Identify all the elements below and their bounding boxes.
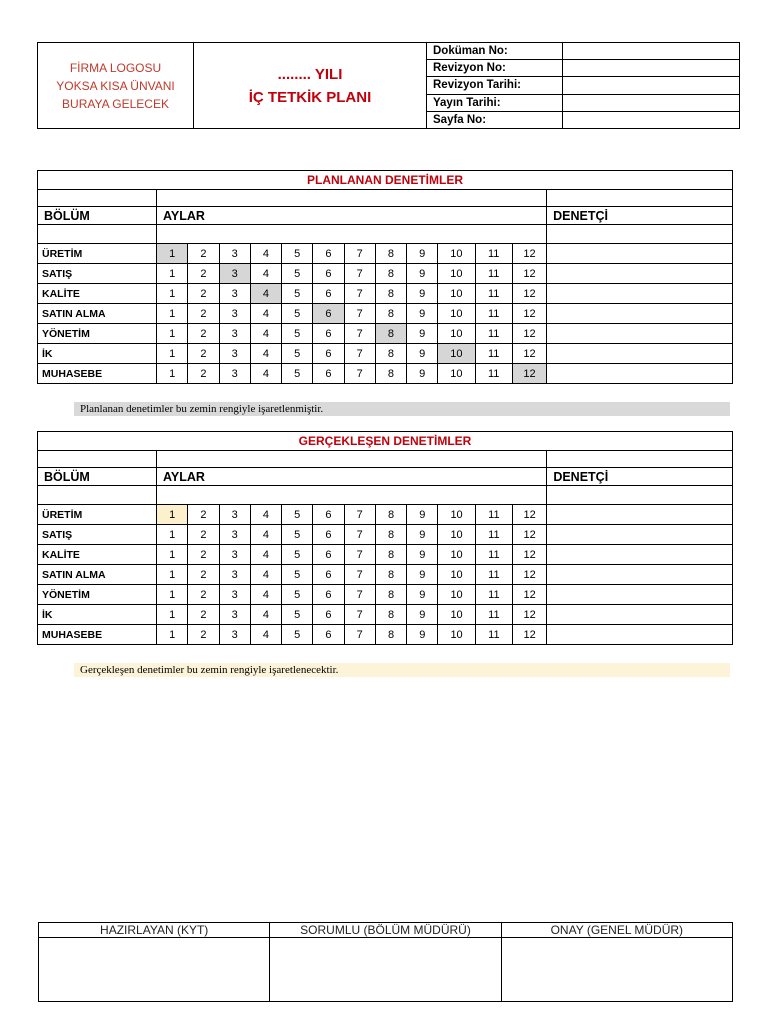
document-header xyxy=(37,42,740,129)
month-cell[interactable]: 1 xyxy=(157,324,188,344)
month-cell[interactable]: 2 xyxy=(188,605,219,625)
blank-cell xyxy=(157,190,547,207)
month-cell[interactable]: 4 xyxy=(250,244,281,264)
month-cell[interactable]: 7 xyxy=(344,605,375,625)
month-cell[interactable]: 5 xyxy=(282,605,313,625)
month-cell[interactable]: 11 xyxy=(475,545,512,565)
blank-cell xyxy=(38,451,157,468)
month-cell[interactable]: 4 xyxy=(250,525,281,545)
month-cell[interactable]: 11 xyxy=(475,364,512,384)
auditor-cell[interactable] xyxy=(547,284,733,304)
table-row xyxy=(38,605,733,625)
department-name: KALİTE xyxy=(38,284,157,304)
month-cell[interactable]: 11 xyxy=(475,344,512,364)
month-cell[interactable]: 4 xyxy=(250,284,281,304)
field-label: Sayfa No: xyxy=(427,111,563,128)
month-cell[interactable]: 5 xyxy=(282,505,313,525)
month-cell[interactable]: 10 xyxy=(438,344,475,364)
department-name: KALİTE xyxy=(38,545,157,565)
month-cell[interactable]: 9 xyxy=(407,244,438,264)
month-cell[interactable]: 4 xyxy=(250,565,281,585)
month-cell[interactable]: 5 xyxy=(282,324,313,344)
auditor-cell[interactable] xyxy=(547,244,733,264)
spacer-cell xyxy=(157,225,547,244)
month-cell[interactable]: 3 xyxy=(219,625,250,645)
month-cell[interactable]: 7 xyxy=(344,264,375,284)
month-cell[interactable]: 9 xyxy=(407,344,438,364)
field-value xyxy=(563,94,740,111)
month-cell[interactable]: 4 xyxy=(250,264,281,284)
month-cell[interactable]: 7 xyxy=(344,284,375,304)
month-cell[interactable]: 1 xyxy=(157,505,188,525)
title-year: ........ YILI xyxy=(277,65,343,83)
month-cell[interactable]: 4 xyxy=(250,324,281,344)
month-cell[interactable]: 3 xyxy=(219,364,250,384)
month-cell[interactable]: 1 xyxy=(157,585,188,605)
month-cell[interactable]: 5 xyxy=(282,545,313,565)
signature-header: HAZIRLAYAN (KYT) xyxy=(39,923,270,938)
signature-header: SORUMLU (BÖLÜM MÜDÜRÜ) xyxy=(270,923,501,938)
month-cell[interactable]: 8 xyxy=(375,364,406,384)
month-cell[interactable]: 4 xyxy=(250,505,281,525)
signature-table xyxy=(38,922,733,1002)
logo-placeholder xyxy=(38,43,194,129)
month-cell[interactable]: 10 xyxy=(438,545,475,565)
column-header-auditor: DENETÇİ xyxy=(547,468,733,486)
month-cell[interactable]: 5 xyxy=(282,284,313,304)
blank-cell xyxy=(157,451,547,468)
month-cell[interactable]: 10 xyxy=(438,565,475,585)
signature-header: ONAY (GENEL MÜDÜR) xyxy=(501,923,732,938)
month-cell[interactable]: 1 xyxy=(157,304,188,324)
month-cell[interactable]: 3 xyxy=(219,244,250,264)
month-cell[interactable]: 9 xyxy=(407,585,438,605)
month-cell[interactable]: 6 xyxy=(313,364,344,384)
table-row xyxy=(38,545,733,565)
month-cell[interactable]: 8 xyxy=(375,324,406,344)
month-cell[interactable]: 12 xyxy=(512,304,546,324)
department-name: SATIN ALMA xyxy=(38,304,157,324)
month-cell[interactable]: 12 xyxy=(513,625,547,645)
month-cell[interactable]: 7 xyxy=(344,344,375,364)
table-row xyxy=(38,324,733,344)
month-cell[interactable]: 8 xyxy=(375,304,406,324)
table-row xyxy=(38,565,733,585)
month-cell[interactable]: 3 xyxy=(219,565,250,585)
month-cell[interactable]: 12 xyxy=(513,545,547,565)
month-cell[interactable]: 5 xyxy=(282,625,313,645)
month-cell[interactable]: 2 xyxy=(188,304,219,324)
column-header-department: BÖLÜM xyxy=(38,207,157,225)
department-name: YÖNETİM xyxy=(38,324,157,344)
auditor-cell[interactable] xyxy=(547,625,733,645)
month-cell[interactable]: 2 xyxy=(188,585,219,605)
document-title xyxy=(194,43,427,129)
month-cell[interactable]: 7 xyxy=(344,565,375,585)
month-cell[interactable]: 11 xyxy=(475,284,512,304)
field-value xyxy=(563,43,740,60)
month-cell[interactable]: 4 xyxy=(250,304,281,324)
month-cell[interactable]: 6 xyxy=(313,625,344,645)
table-row xyxy=(38,304,733,324)
month-cell[interactable]: 4 xyxy=(250,585,281,605)
month-cell[interactable]: 11 xyxy=(475,585,512,605)
month-cell[interactable]: 6 xyxy=(313,344,344,364)
month-cell[interactable]: 4 xyxy=(250,344,281,364)
logo-line: YOKSA KISA ÜNVANI xyxy=(56,78,175,93)
month-cell[interactable]: 5 xyxy=(282,565,313,585)
month-cell[interactable]: 8 xyxy=(375,585,406,605)
month-cell[interactable]: 10 xyxy=(438,525,475,545)
month-cell[interactable]: 9 xyxy=(407,364,438,384)
spacer-cell xyxy=(547,486,733,505)
field-label: Revizyon Tarihi: xyxy=(427,77,563,94)
table-row xyxy=(38,625,733,645)
auditor-cell[interactable] xyxy=(547,525,733,545)
month-cell[interactable]: 9 xyxy=(407,505,438,525)
month-cell[interactable]: 8 xyxy=(375,625,406,645)
month-cell[interactable]: 2 xyxy=(188,264,219,284)
month-cell[interactable]: 12 xyxy=(512,344,546,364)
month-cell[interactable]: 10 xyxy=(438,605,475,625)
month-cell[interactable]: 8 xyxy=(375,605,406,625)
table-row xyxy=(38,344,733,364)
month-cell[interactable]: 8 xyxy=(375,525,406,545)
column-header-auditor: DENETÇİ xyxy=(547,207,733,225)
month-cell[interactable]: 1 xyxy=(157,545,188,565)
actual-audits-table xyxy=(37,431,733,645)
auditor-cell[interactable] xyxy=(547,264,733,284)
spacer-cell xyxy=(38,225,157,244)
month-cell[interactable]: 2 xyxy=(188,244,219,264)
month-cell[interactable]: 12 xyxy=(512,284,546,304)
column-header-department: BÖLÜM xyxy=(38,468,157,486)
month-cell[interactable]: 12 xyxy=(512,364,546,384)
column-header-months: AYLAR xyxy=(157,468,547,486)
month-cell[interactable]: 3 xyxy=(219,304,250,324)
logo-line: FİRMA LOGOSU xyxy=(69,60,162,75)
month-cell[interactable]: 5 xyxy=(282,525,313,545)
table-row xyxy=(38,284,733,304)
month-cell[interactable]: 11 xyxy=(475,625,512,645)
department-name: MUHASEBE xyxy=(38,364,157,384)
month-cell[interactable]: 2 xyxy=(188,565,219,585)
month-cell[interactable]: 6 xyxy=(313,284,344,304)
field-label: Revizyon No: xyxy=(427,60,563,77)
month-cell[interactable]: 8 xyxy=(375,545,406,565)
month-cell[interactable]: 9 xyxy=(407,605,438,625)
month-cell[interactable]: 1 xyxy=(157,525,188,545)
month-cell[interactable]: 9 xyxy=(407,565,438,585)
department-name: İK xyxy=(38,605,157,625)
department-name: ÜRETİM xyxy=(38,244,157,264)
month-cell[interactable]: 8 xyxy=(375,505,406,525)
table-row xyxy=(38,264,733,284)
month-cell[interactable]: 8 xyxy=(375,244,406,264)
month-cell[interactable]: 4 xyxy=(250,545,281,565)
month-cell[interactable]: 3 xyxy=(219,264,250,284)
auditor-cell[interactable] xyxy=(547,505,733,525)
month-cell[interactable]: 3 xyxy=(219,505,250,525)
signature-box[interactable] xyxy=(501,938,732,1002)
month-cell[interactable]: 2 xyxy=(188,545,219,565)
month-cell[interactable]: 1 xyxy=(157,284,188,304)
month-cell[interactable]: 10 xyxy=(438,304,475,324)
auditor-cell[interactable] xyxy=(547,304,733,324)
spacer-cell xyxy=(38,486,157,505)
month-cell[interactable]: 1 xyxy=(157,605,188,625)
month-cell[interactable]: 4 xyxy=(250,364,281,384)
department-name: SATIŞ xyxy=(38,525,157,545)
month-cell[interactable]: 9 xyxy=(407,525,438,545)
table-row xyxy=(38,505,733,525)
month-cell[interactable]: 3 xyxy=(219,605,250,625)
table-heading: GERÇEKLEŞEN DENETİMLER xyxy=(38,432,733,451)
month-cell[interactable]: 10 xyxy=(438,364,475,384)
month-cell[interactable]: 3 xyxy=(219,324,250,344)
table-row xyxy=(38,364,733,384)
month-cell[interactable]: 11 xyxy=(475,264,512,284)
auditor-cell[interactable] xyxy=(547,545,733,565)
blank-cell xyxy=(547,451,733,468)
logo-line: BURAYA GELECEK xyxy=(62,96,169,111)
month-cell[interactable]: 5 xyxy=(282,244,313,264)
month-cell[interactable]: 10 xyxy=(438,505,475,525)
month-cell[interactable]: 11 xyxy=(475,304,512,324)
month-cell[interactable]: 9 xyxy=(407,284,438,304)
month-cell[interactable]: 11 xyxy=(475,244,512,264)
month-cell[interactable]: 6 xyxy=(313,324,344,344)
planned-audits-table xyxy=(37,170,733,384)
auditor-cell[interactable] xyxy=(547,324,733,344)
month-cell[interactable]: 6 xyxy=(313,585,344,605)
month-cell[interactable]: 11 xyxy=(475,565,512,585)
month-cell[interactable]: 9 xyxy=(407,625,438,645)
month-cell[interactable]: 9 xyxy=(407,545,438,565)
auditor-cell[interactable] xyxy=(547,364,733,384)
month-cell[interactable]: 8 xyxy=(375,264,406,284)
month-cell[interactable]: 12 xyxy=(513,525,547,545)
department-name: SATIŞ xyxy=(38,264,157,284)
month-cell[interactable]: 3 xyxy=(219,585,250,605)
month-cell[interactable]: 2 xyxy=(188,625,219,645)
month-cell[interactable]: 10 xyxy=(438,284,475,304)
month-cell[interactable]: 5 xyxy=(282,264,313,284)
month-cell[interactable]: 6 xyxy=(313,525,344,545)
month-cell[interactable]: 3 xyxy=(219,284,250,304)
planned-legend-note: Planlanan denetimler bu zemin rengiyle işaretlenmiştir. xyxy=(74,402,730,416)
month-cell[interactable]: 12 xyxy=(513,585,547,605)
department-name: ÜRETİM xyxy=(38,505,157,525)
month-cell[interactable]: 7 xyxy=(344,364,375,384)
month-cell[interactable]: 9 xyxy=(407,304,438,324)
month-cell[interactable]: 1 xyxy=(157,344,188,364)
month-cell[interactable]: 6 xyxy=(313,505,344,525)
month-cell[interactable]: 5 xyxy=(282,585,313,605)
month-cell[interactable]: 7 xyxy=(344,244,375,264)
month-cell[interactable]: 7 xyxy=(344,545,375,565)
month-cell[interactable]: 6 xyxy=(313,565,344,585)
table-row xyxy=(38,525,733,545)
month-cell[interactable]: 7 xyxy=(344,505,375,525)
signature-box[interactable] xyxy=(39,938,270,1002)
field-value xyxy=(563,111,740,128)
month-cell[interactable]: 2 xyxy=(188,525,219,545)
month-cell[interactable]: 9 xyxy=(407,264,438,284)
month-cell[interactable]: 6 xyxy=(313,244,344,264)
month-cell[interactable]: 4 xyxy=(250,625,281,645)
signature-box[interactable] xyxy=(270,938,501,1002)
month-cell[interactable]: 9 xyxy=(407,324,438,344)
month-cell[interactable]: 10 xyxy=(438,264,475,284)
field-value xyxy=(563,77,740,94)
month-cell[interactable]: 5 xyxy=(282,344,313,364)
month-cell[interactable]: 11 xyxy=(475,505,512,525)
month-cell[interactable]: 6 xyxy=(313,304,344,324)
month-cell[interactable]: 8 xyxy=(375,344,406,364)
month-cell[interactable]: 10 xyxy=(438,625,475,645)
month-cell[interactable]: 5 xyxy=(282,304,313,324)
table-row xyxy=(38,585,733,605)
month-cell[interactable]: 1 xyxy=(157,264,188,284)
month-cell[interactable]: 7 xyxy=(344,585,375,605)
month-cell[interactable]: 7 xyxy=(344,304,375,324)
month-cell[interactable]: 6 xyxy=(313,605,344,625)
field-label: Yayın Tarihi: xyxy=(427,94,563,111)
blank-cell xyxy=(38,190,157,207)
column-header-months: AYLAR xyxy=(157,207,547,225)
month-cell[interactable]: 6 xyxy=(313,545,344,565)
month-cell[interactable]: 3 xyxy=(219,545,250,565)
table-heading: PLANLANAN DENETİMLER xyxy=(38,171,733,190)
month-cell[interactable]: 10 xyxy=(438,324,475,344)
month-cell[interactable]: 8 xyxy=(375,284,406,304)
month-cell[interactable]: 1 xyxy=(157,625,188,645)
auditor-cell[interactable] xyxy=(547,344,733,364)
spacer-cell xyxy=(157,486,547,505)
auditor-cell[interactable] xyxy=(547,565,733,585)
auditor-cell[interactable] xyxy=(547,605,733,625)
month-cell[interactable]: 3 xyxy=(219,344,250,364)
title-name: İÇ TETKİK PLANI xyxy=(248,88,372,106)
department-name: YÖNETİM xyxy=(38,585,157,605)
department-name: İK xyxy=(38,344,157,364)
month-cell[interactable]: 12 xyxy=(512,264,546,284)
month-cell[interactable]: 11 xyxy=(475,525,512,545)
month-cell[interactable]: 2 xyxy=(188,324,219,344)
month-cell[interactable]: 12 xyxy=(513,565,547,585)
month-cell[interactable]: 5 xyxy=(282,364,313,384)
month-cell[interactable]: 12 xyxy=(513,605,547,625)
month-cell[interactable]: 12 xyxy=(513,505,547,525)
actual-legend-note: Gerçekleşen denetimler bu zemin rengiyle işaretlenecektir. xyxy=(74,663,730,677)
blank-cell xyxy=(547,190,733,207)
field-label: Doküman No: xyxy=(427,43,563,60)
month-cell[interactable]: 1 xyxy=(157,244,188,264)
field-value xyxy=(563,60,740,77)
month-cell[interactable]: 11 xyxy=(475,324,512,344)
month-cell[interactable]: 2 xyxy=(188,505,219,525)
month-cell[interactable]: 1 xyxy=(157,364,188,384)
month-cell[interactable]: 2 xyxy=(188,284,219,304)
month-cell[interactable]: 7 xyxy=(344,625,375,645)
spacer-cell xyxy=(547,225,733,244)
month-cell[interactable]: 6 xyxy=(313,264,344,284)
month-cell[interactable]: 10 xyxy=(438,585,475,605)
month-cell[interactable]: 4 xyxy=(250,605,281,625)
month-cell[interactable]: 12 xyxy=(512,244,546,264)
month-cell[interactable]: 10 xyxy=(438,244,475,264)
month-cell[interactable]: 1 xyxy=(157,565,188,585)
month-cell[interactable]: 2 xyxy=(188,344,219,364)
auditor-cell[interactable] xyxy=(547,585,733,605)
month-cell[interactable]: 2 xyxy=(188,364,219,384)
month-cell[interactable]: 11 xyxy=(475,605,512,625)
month-cell[interactable]: 3 xyxy=(219,525,250,545)
month-cell[interactable]: 7 xyxy=(344,525,375,545)
table-row xyxy=(38,244,733,264)
department-name: MUHASEBE xyxy=(38,625,157,645)
month-cell[interactable]: 7 xyxy=(344,324,375,344)
month-cell[interactable]: 12 xyxy=(512,324,546,344)
month-cell[interactable]: 8 xyxy=(375,565,406,585)
department-name: SATIN ALMA xyxy=(38,565,157,585)
